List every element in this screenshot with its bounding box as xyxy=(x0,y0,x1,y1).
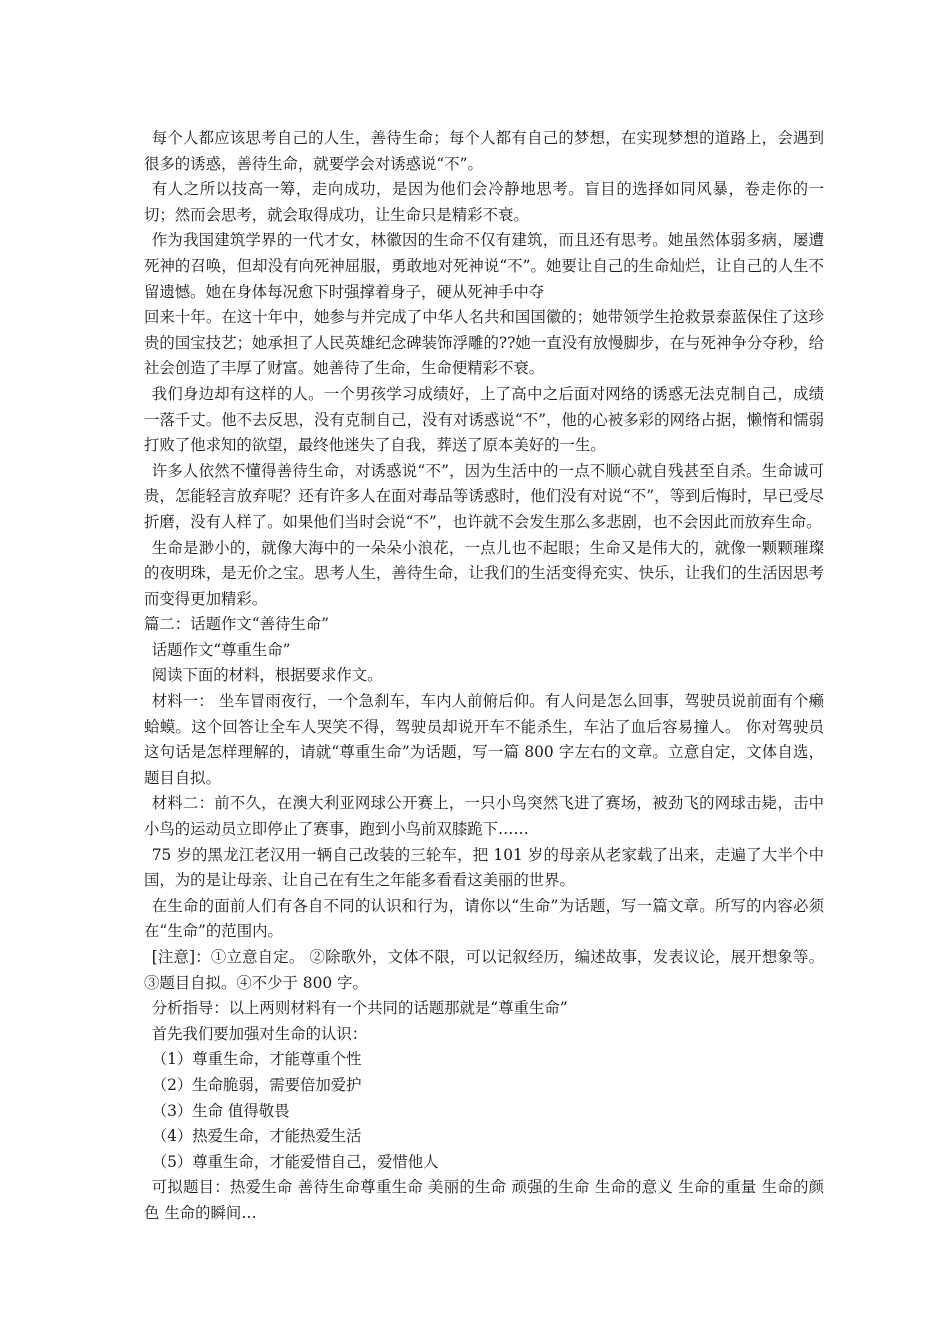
list-item-2: （2）生命脆弱，需要倍加爱护 xyxy=(151,1075,362,1094)
material-two: 材料二：前不久，在澳大利亚网球公开赛上，一只小鸟突然飞进了赛场，被劲飞的网球击毙，击中小鸟的运动员立即停止了赛事，跑到小鸟前双膝跪下…… xyxy=(144,794,824,839)
paragraph-7: 生命是渺小的，就像大海中的一朵朵小浪花，一点儿也不起眼；生命又是伟大的，就像一颗颗璀璨的夜明珠，是无价之宝。思考人生，善待生命，让我们的生活变得充实、快乐，让我们的生活因思考而变得更加精彩。 xyxy=(144,538,824,608)
paragraph-5: 我们身边却有这样的人。一个男孩学习成绩好，上了高中之后面对网络的诱惑无法克制自己，成绩一落千丈。他不去反思，没有克制自己，没有对诱惑说“不”，他的心被多彩的网络占据，懒惰和懦弱打败了他求知的欲望，最终他迷失了自我，葬送了原本美好的一生。 xyxy=(144,384,824,455)
paragraph-3: 作为我国建筑学界的一代才女，林徽因的生命不仅有建筑，而且还有思考。她虽然体弱多病，屡遭死神的召唤，但却没有向死神屈服，勇敢地对死神说“不”。她要让自己的生命灿烂，让自己的人生不留遗憾。她在身体每况愈下时强撑着身子，硬从死神手中夺 xyxy=(144,231,824,301)
list-item-1: （1）尊重生命，才能尊重个性 xyxy=(151,1050,362,1069)
document-body xyxy=(144,126,824,1227)
paragraph-2: 有人之所以技高一筹，走向成功，是因为他们会冷静地思考。盲目的选择如同风暴，卷走你的一切；然而会思考，就会取得成功，让生命只是精彩不衰。 xyxy=(144,180,824,224)
list-item-4: （4）热爱生命，才能热爱生活 xyxy=(151,1127,362,1146)
paragraph-6: 许多人依然不懂得善待生命，对诱惑说“不”，因为生活中的一点不顺心就自残甚至自杀。生命诚可贵，怎能轻言放弃呢？还有许多人在面对毒品等诱惑时，他们没有对说“不”，等到后悔时，早已受尽折磨，没有人样了。如果他们当时会说“不”，也许就不会发生那么多悲剧，也不会因此而放弃生命。 xyxy=(144,461,824,531)
list-item-5: （5）尊重生命，才能爱惜自己，爱惜他人 xyxy=(151,1152,439,1171)
section-heading: 篇二：话题作文“善待生命” xyxy=(144,615,330,634)
topic-title: 话题作文“尊重生命” xyxy=(151,640,291,659)
list-item-3: （3）生命 值得敬畏 xyxy=(151,1101,290,1120)
analysis-intro: 首先我们要加强对生命的认识： xyxy=(151,1024,368,1043)
paragraph-4: 回来十年。在这十年中，她参与并完成了中华人名共和国国徽的；她带领学生抢救景泰蓝保住了这珍贵的国宝技艺；她承担了人民英雄纪念碑装饰浮雕的??她一直没有放慢脚步，在与死神争分夺秒，给社会创造了丰厚了财富。她善待了生命，生命便精彩不衰。 xyxy=(144,308,824,378)
prompt-paragraph: 在生命的面前人们有各自不同的认识和行为，请你以“生命”为话题，写一篇文章。所写的内容必须在“生命”的范围内。 xyxy=(144,896,824,941)
material-one: 材料一： 坐车冒雨夜行，一个急刹车，车内人前俯后仰。有人问是怎么回事，驾驶员说前面有个癞蛤蟆。这个回答让全车人哭笑不得，驾驶员却说开车不能杀生，车沾了血后容易撞人。 你对驾驶员这句话是怎样理解的，请就“尊重生命”为话题，写一篇 800 字左右的文章。立意自定，文体自选，题目自拟。 xyxy=(144,692,824,787)
instruction: 阅读下面的材料，根据要求作文。 xyxy=(151,666,383,685)
notes-paragraph: [注意]：①立意自定。 ②除歌外，文体不限，可以记叙经历，编述故事，发表议论，展开想象等。③题目自拟。④不少于 800 字。 xyxy=(144,948,824,992)
paragraph-1: 每个人都应该思考自己的人生，善待生命；每个人都有自己的梦想，在实现梦想的道路上，会遇到很多的诱惑，善待生命，就要学会对诱惑说“不”。 xyxy=(144,129,824,173)
analysis-guide: 分析指导：以上两则材料有一个共同的话题那就是“尊重生命” xyxy=(151,999,568,1018)
suggested-titles: 可拟题目：热爱生命 善待生命尊重生命 美丽的生命 顽强的生命 生命的意义 生命的重量 生命的颜色 生命的瞬间… xyxy=(144,1178,824,1222)
material-two-continued: 75 岁的黑龙江老汉用一辆自己改装的三轮车，把 101 岁的母亲从老家载了出来，走遍了大半个中国，为的是让母亲、让自己在有生之年能多看看这美丽的世界。 xyxy=(144,845,824,890)
